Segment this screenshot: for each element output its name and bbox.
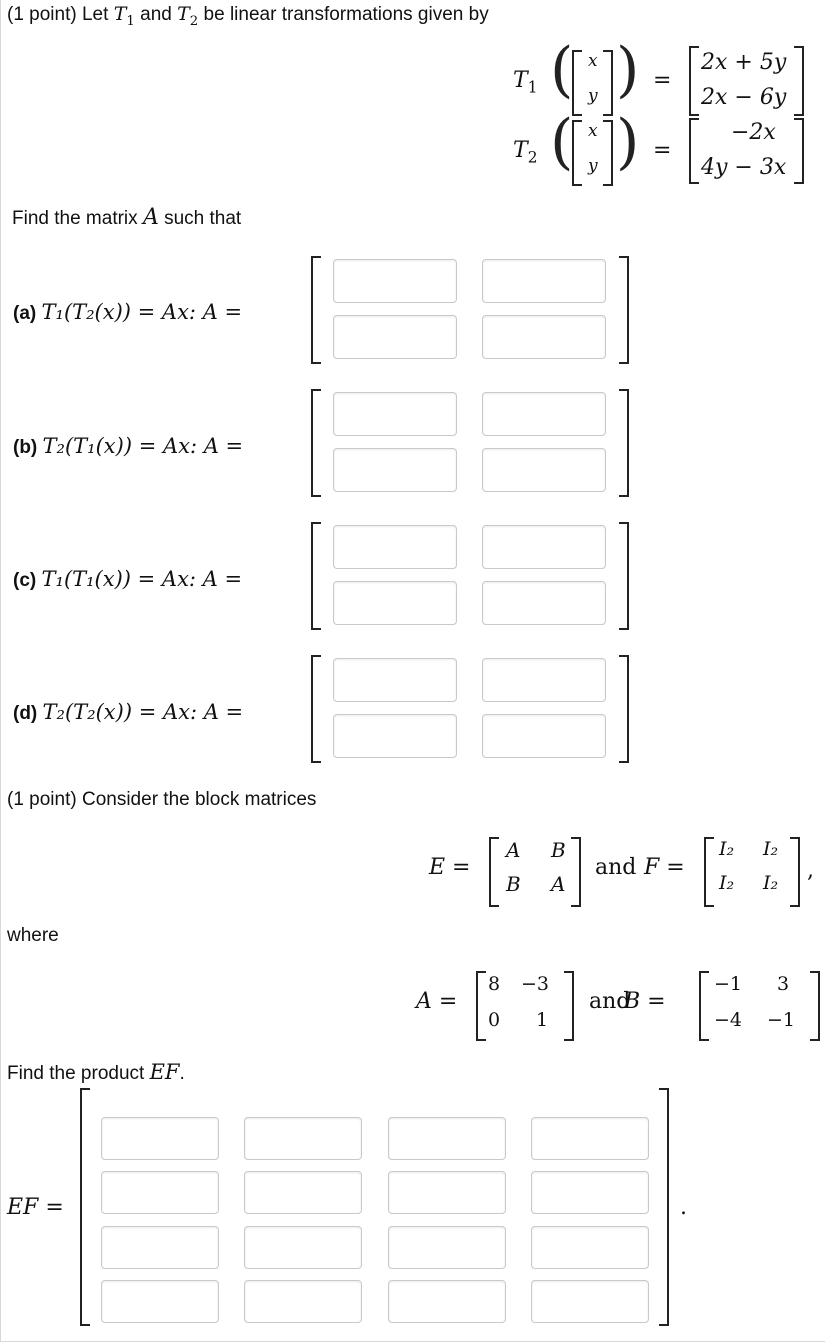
def2-equals: =: [653, 138, 672, 163]
part-d-label: (d): [13, 703, 38, 724]
ef-cell-24[interactable]: [531, 1171, 649, 1214]
ef-cell-42[interactable]: [244, 1280, 362, 1323]
ef-cell-44[interactable]: [531, 1280, 649, 1323]
ef-label: EF =: [7, 1195, 64, 1220]
t1-symbol: T: [113, 3, 127, 25]
part-d-left-bracket: [311, 655, 321, 763]
part-b-right-bracket: [619, 389, 629, 497]
def2-y: y: [588, 156, 598, 176]
def2-out-right-bracket: [794, 118, 804, 184]
def2-row1: −2x: [731, 120, 776, 145]
ef-cell-11[interactable]: [101, 1117, 219, 1160]
b-cell-22: −1: [767, 1009, 796, 1031]
b-cell-21: −4: [714, 1009, 743, 1031]
part-d-expr: T₂(T₂(x)) = Ax: A =: [42, 700, 244, 724]
find-matrix-text: [12, 205, 241, 230]
ef-cell-34[interactable]: [531, 1226, 649, 1269]
def1-y: y: [588, 86, 598, 106]
def1-right-paren: ): [616, 35, 640, 105]
part-c-cell-22[interactable]: [482, 581, 606, 625]
def1-x: x: [588, 51, 598, 71]
part-a-cell-11[interactable]: [333, 259, 457, 303]
b-right-bracket: [810, 971, 820, 1041]
t2-sub: 2: [189, 13, 199, 29]
ef-cell-21[interactable]: [101, 1171, 219, 1214]
t2-symbol: T: [177, 3, 190, 25]
def1-row1: 2x + 5y: [701, 50, 787, 75]
ef-cell-32[interactable]: [244, 1226, 362, 1269]
part-b-cell-11[interactable]: [333, 392, 457, 436]
part-b-prompt: [13, 434, 243, 459]
part-c-right-bracket: [619, 522, 629, 630]
find-end: such that: [164, 208, 242, 229]
a-cell-22: 1: [536, 1009, 549, 1031]
def1-out-right-bracket: [794, 46, 804, 116]
part-d-cell-12[interactable]: [482, 658, 606, 702]
def1-left-paren: (: [550, 35, 574, 105]
part-c-cell-21[interactable]: [333, 581, 457, 625]
find-var: A: [142, 205, 159, 230]
ef-cell-14[interactable]: [531, 1117, 649, 1160]
b-label: B =: [624, 989, 666, 1014]
problem-2-panel: [0, 780, 825, 1342]
def2-sub: 2: [527, 148, 538, 167]
def2-vec-right-bracket: [603, 120, 613, 186]
and-2-text: and: [589, 989, 631, 1014]
e-cell-22: A: [551, 872, 566, 896]
def1-out-left-bracket: [689, 46, 699, 116]
part-b-cell-22[interactable]: [482, 448, 606, 492]
ef-period: .: [680, 1195, 687, 1220]
def1-sub: 1: [527, 78, 538, 97]
find-product-var: EF: [149, 1060, 180, 1084]
def2-x: x: [588, 121, 598, 141]
def1-equals: =: [653, 68, 672, 93]
a-cell-11: 8: [488, 973, 501, 995]
part-a-expr: T₁(T₂(x)) = Ax: A =: [41, 300, 243, 324]
part-a-left-bracket: [311, 256, 321, 364]
find-text: Find the matrix: [12, 208, 138, 229]
part-a-right-bracket: [619, 256, 629, 364]
def2-t: T: [513, 138, 528, 163]
part-a-label: (a): [13, 303, 37, 324]
ef-cell-12[interactable]: [244, 1117, 362, 1160]
f-label: F =: [644, 855, 685, 880]
b-left-bracket: [699, 971, 709, 1041]
ef-right-bracket: [659, 1088, 669, 1326]
part-a-prompt: [13, 300, 242, 325]
b-cell-12: 3: [777, 973, 790, 995]
part-b-cell-12[interactable]: [482, 392, 606, 436]
part-c-left-bracket: [311, 522, 321, 630]
t1-sub: 1: [126, 13, 135, 29]
intro-text: (1 point) Let: [7, 4, 109, 25]
problem-2-intro: (1 point) Consider the block matrices: [7, 789, 317, 810]
f-right-bracket: [790, 837, 800, 907]
ef-cell-43[interactable]: [388, 1280, 506, 1323]
part-d-cell-22[interactable]: [482, 714, 606, 758]
e-cell-12: B: [551, 838, 566, 862]
a-label: A =: [416, 989, 458, 1014]
find-product-text: [7, 1060, 185, 1085]
ef-left-bracket: [80, 1088, 90, 1326]
e-cell-11: A: [506, 838, 521, 862]
comma: ,: [807, 858, 814, 883]
def2-left-paren: (: [550, 107, 574, 177]
find-product-end: .: [179, 1063, 185, 1084]
part-a-cell-12[interactable]: [482, 259, 606, 303]
ef-cell-31[interactable]: [101, 1226, 219, 1269]
where-text: where: [7, 925, 59, 946]
part-b-expr: T₂(T₁(x)) = Ax: A =: [42, 434, 244, 458]
def2-lhs: [513, 138, 537, 166]
def1-t: T: [513, 68, 528, 93]
def2-row2: 4y − 3x: [701, 155, 787, 180]
f-cell-11: I₂: [719, 838, 735, 860]
f-left-bracket: [704, 837, 714, 907]
def1-row2: 2x − 6y: [701, 85, 787, 110]
part-b-left-bracket: [311, 389, 321, 497]
part-d-cell-21[interactable]: [333, 714, 457, 758]
part-b-label: (b): [13, 437, 38, 458]
def2-vec-left-bracket: [572, 120, 582, 186]
ef-cell-13[interactable]: [388, 1117, 506, 1160]
def2-right-paren: ): [616, 107, 640, 177]
part-c-cell-11[interactable]: [333, 525, 457, 569]
ef-cell-22[interactable]: [244, 1171, 362, 1214]
part-d-cell-11[interactable]: [333, 658, 457, 702]
part-d-right-bracket: [619, 655, 629, 763]
def1-vec-right-bracket: [603, 50, 613, 116]
problem-1-intro: [7, 3, 489, 29]
e-label: E =: [429, 855, 471, 880]
part-c-cell-12[interactable]: [482, 525, 606, 569]
f-cell-21: I₂: [719, 872, 735, 894]
part-a-cell-22[interactable]: [482, 315, 606, 359]
and-text: and: [140, 4, 172, 25]
part-c-prompt: [13, 567, 242, 592]
a-right-bracket: [564, 971, 574, 1041]
find-product-label: Find the product: [7, 1063, 145, 1084]
e-right-bracket: [571, 837, 581, 907]
ef-cell-33[interactable]: [388, 1226, 506, 1269]
e-left-bracket: [489, 837, 499, 907]
def1-lhs: [513, 68, 537, 96]
and-1-text: and: [595, 855, 637, 880]
ef-cell-23[interactable]: [388, 1171, 506, 1214]
part-a-cell-21[interactable]: [333, 315, 457, 359]
e-cell-21: B: [506, 872, 521, 896]
a-cell-21: 0: [488, 1009, 501, 1031]
part-b-cell-21[interactable]: [333, 448, 457, 492]
part-d-prompt: [13, 700, 243, 725]
part-c-expr: T₁(T₁(x)) = Ax: A =: [41, 567, 243, 591]
b-cell-11: −1: [714, 973, 743, 995]
ef-cell-41[interactable]: [101, 1280, 219, 1323]
def2-out-left-bracket: [689, 118, 699, 184]
f-cell-12: I₂: [763, 838, 779, 860]
part-c-label: (c): [13, 570, 37, 591]
a-cell-12: −3: [521, 973, 550, 995]
f-cell-22: I₂: [763, 872, 779, 894]
def1-vec-left-bracket: [572, 50, 582, 116]
a-left-bracket: [476, 971, 486, 1041]
intro-end-text: be linear transformations given by: [203, 4, 489, 25]
